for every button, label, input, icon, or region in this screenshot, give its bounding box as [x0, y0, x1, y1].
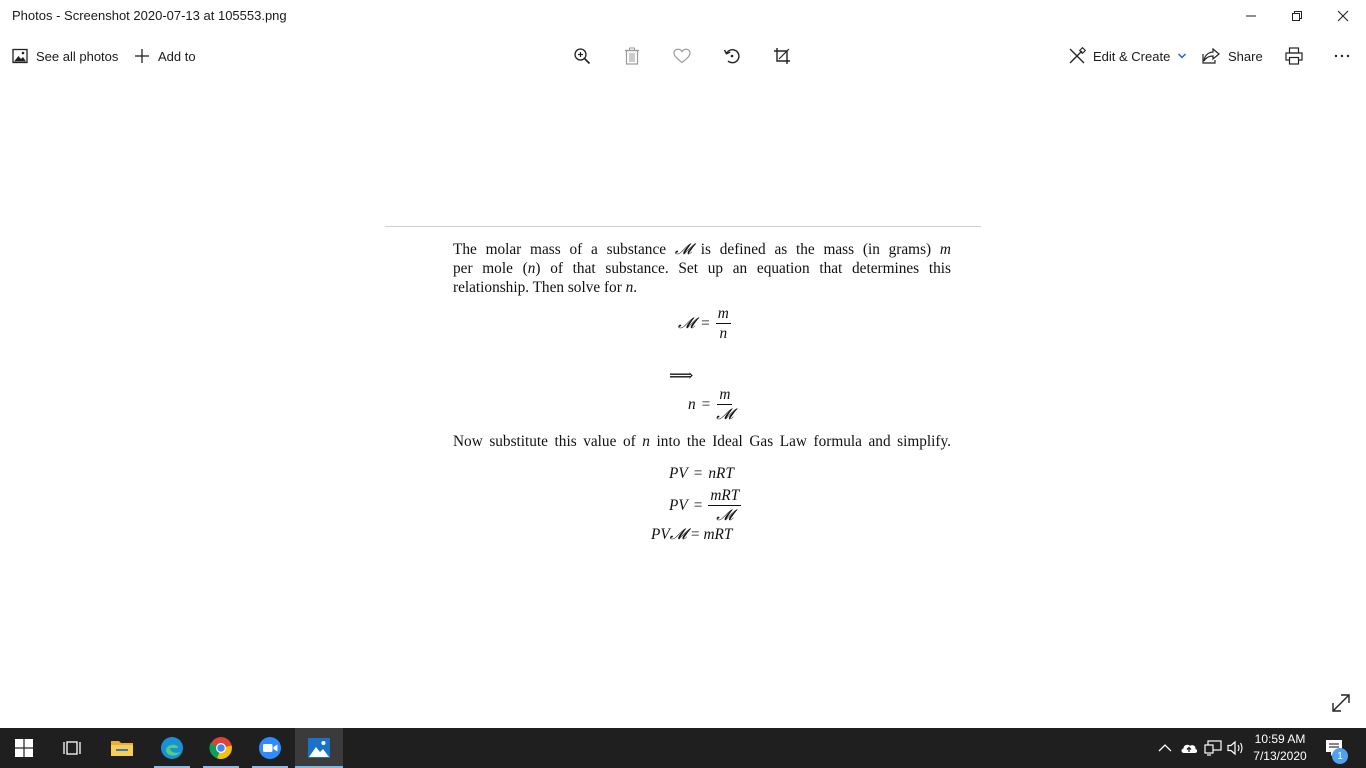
notification-count-badge: 1 — [1332, 748, 1348, 764]
zoom-video-icon — [258, 736, 282, 760]
window-title: Photos - Screenshot 2020-07-13 at 105553.png — [12, 8, 287, 23]
plus-icon — [134, 48, 150, 64]
zoom-app[interactable] — [246, 728, 294, 768]
edge-app[interactable] — [148, 728, 196, 768]
chrome-browser-icon — [209, 736, 233, 760]
para1-line2: per mole (n) of that substance. Set up an equation that determines this — [453, 260, 951, 277]
trash-icon — [624, 47, 640, 65]
printer-icon — [1285, 47, 1303, 65]
add-to-label: Add to — [158, 48, 196, 64]
title-bar — [0, 0, 1366, 32]
print-button[interactable] — [1282, 44, 1306, 68]
equation-simplified: PV𝓜 = mRT — [651, 526, 733, 543]
photo-viewer — [0, 80, 1366, 728]
equation-substituted: PV = $\frac{\text{mRT}}{\text{𝓜}}$ — [669, 487, 740, 524]
add-to-button[interactable] — [134, 32, 196, 80]
delete-button[interactable] — [620, 44, 644, 68]
expand-icon — [1330, 692, 1352, 714]
see-all-photos-button[interactable] — [12, 32, 118, 80]
see-all-photos-label: See all photos — [36, 48, 119, 64]
close-button[interactable] — [1320, 0, 1366, 32]
restore-button[interactable] — [1274, 0, 1320, 32]
start-button[interactable] — [0, 728, 48, 768]
restore-icon — [1291, 10, 1303, 22]
para1-line3: relationship. Then solve for n. — [453, 279, 638, 296]
rotate-icon — [723, 47, 741, 65]
share-button[interactable] — [1202, 32, 1263, 80]
task-view-icon — [62, 739, 82, 757]
rotate-button[interactable] — [720, 44, 744, 68]
show-hidden-icons-button[interactable] — [1155, 738, 1175, 758]
photo-gallery-icon — [12, 48, 28, 64]
edit-create-label: Edit & Create — [1093, 48, 1171, 64]
share-icon — [1202, 48, 1220, 64]
file-explorer-app[interactable] — [98, 728, 146, 768]
paragraph-molar-mass — [453, 240, 951, 297]
chrome-app[interactable] — [197, 728, 245, 768]
more-options-button[interactable] — [1330, 44, 1354, 68]
close-icon — [1337, 10, 1349, 22]
fullscreen-button[interactable] — [1330, 692, 1354, 716]
windows-logo-icon — [15, 739, 33, 757]
edit-pencil-icon — [1068, 47, 1086, 65]
minimize-button[interactable] — [1228, 0, 1274, 32]
zoom-button[interactable] — [570, 44, 594, 68]
photos-app[interactable] — [295, 728, 343, 768]
minimize-icon — [1245, 10, 1257, 22]
toolbar — [0, 32, 1366, 80]
favorite-button[interactable] — [670, 44, 694, 68]
clock-date: 7/13/2020 — [1253, 749, 1307, 763]
onedrive-tray-button[interactable] — [1179, 738, 1199, 758]
network-tray-button[interactable] — [1203, 738, 1223, 758]
zoom-in-icon — [573, 47, 591, 65]
taskbar — [0, 728, 1366, 768]
network-icon — [1204, 740, 1222, 756]
share-label: Share — [1228, 48, 1263, 64]
para1-line1: The molar mass of a substance 𝓜 is defined as the mass (in grams) m — [453, 241, 951, 258]
crop-icon — [773, 47, 791, 65]
equation-molar-mass: 𝓜 = $\frac{m}{n}$ — [678, 305, 729, 342]
system-clock[interactable] — [1242, 731, 1318, 765]
implies-arrow: ⟹ — [669, 366, 694, 385]
heart-icon — [673, 48, 691, 64]
clock-time: 10:59 AM — [1254, 732, 1306, 746]
paragraph-substitute: Now substitute this value of n into the Ideal Gas Law formula and simplify. — [453, 433, 951, 450]
equation-solve-n: n = $\frac{m}{\text{𝓜}}$ — [688, 386, 734, 423]
edge-browser-icon — [160, 736, 184, 760]
chevron-up-icon — [1158, 743, 1172, 753]
task-view-button[interactable] — [48, 728, 96, 768]
document-divider — [385, 226, 981, 227]
crop-button[interactable] — [770, 44, 794, 68]
chevron-down-icon — [1177, 51, 1187, 61]
edit-create-button[interactable] — [1068, 32, 1187, 80]
cloud-upload-icon — [1180, 741, 1198, 755]
photos-app-icon — [307, 737, 331, 759]
equation-ideal-gas: PV = nRT — [669, 465, 734, 482]
more-dots-icon — [1333, 53, 1351, 59]
folder-icon — [110, 738, 134, 758]
